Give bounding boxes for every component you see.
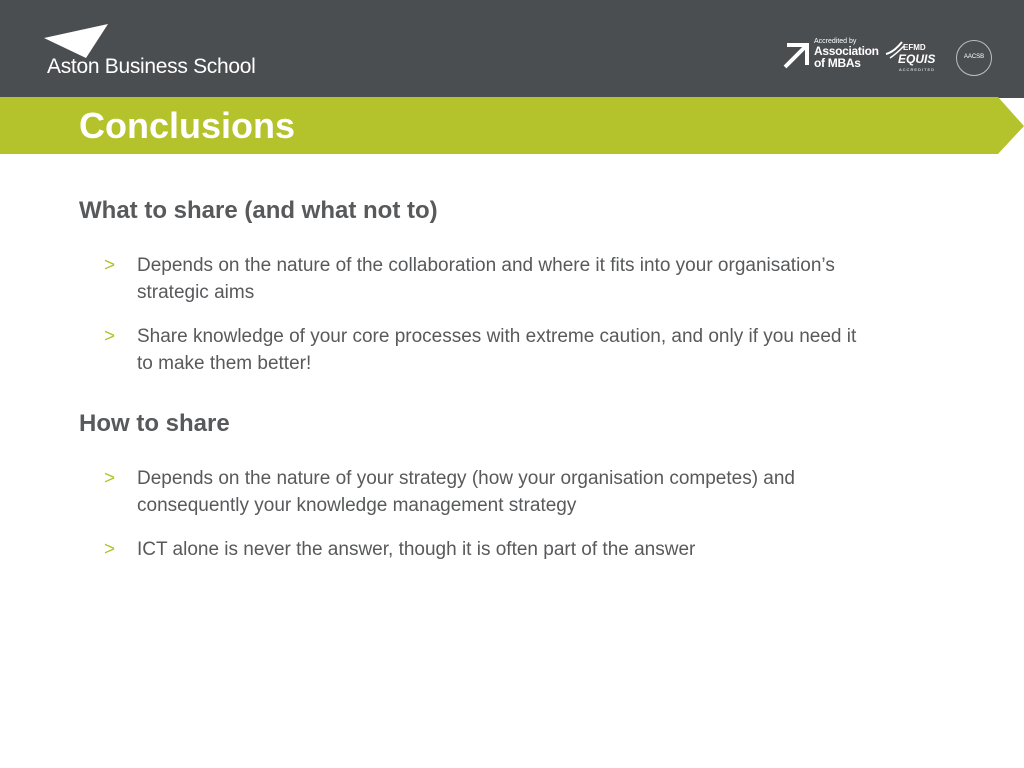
section-heading-how-to-share: How to share [79, 410, 230, 437]
aston-triangle-logo-icon [44, 24, 110, 58]
bullet-text: ICT alone is never the answer, though it is often part of the answer [137, 539, 696, 560]
section-heading-what-to-share: What to share (and what not to) [79, 197, 438, 224]
bullet-text: Depends on the nature of the collaboration and where it fits into your organisation’s strategic aims [137, 255, 835, 303]
bullet-marker-icon: > [104, 326, 116, 347]
amba-arrow-icon [782, 42, 810, 70]
efmd-equis-logo [884, 38, 944, 78]
header-bar [0, 0, 1024, 98]
amba-of-mbas-label: of MBAs [814, 56, 861, 70]
bullet-marker-icon: > [104, 539, 116, 560]
aacsb-seal-logo [956, 40, 992, 76]
aacsb-label: AACSB [963, 54, 985, 60]
amba-accreditation-logo [782, 38, 879, 78]
amba-association-label: Association [814, 44, 879, 58]
equis-label: EQUIS [898, 52, 936, 66]
equis-accredited-label: ACCREDITED [899, 67, 936, 72]
amba-accredited-by-label: Accredited by [814, 38, 857, 45]
bullet-text: Depends on the nature of your strategy (how your organisation competes) and consequently your knowledge management strategy [137, 468, 795, 516]
slide-title: Conclusions [79, 105, 296, 146]
efmd-label: EFMD [903, 43, 926, 52]
school-name: Aston Business School [47, 55, 256, 78]
bullet-marker-icon: > [104, 468, 116, 489]
bullet-text: Share knowledge of your core processes with extreme caution, and only if you need it to make them better! [137, 326, 857, 374]
bullet-marker-icon: > [104, 255, 116, 276]
